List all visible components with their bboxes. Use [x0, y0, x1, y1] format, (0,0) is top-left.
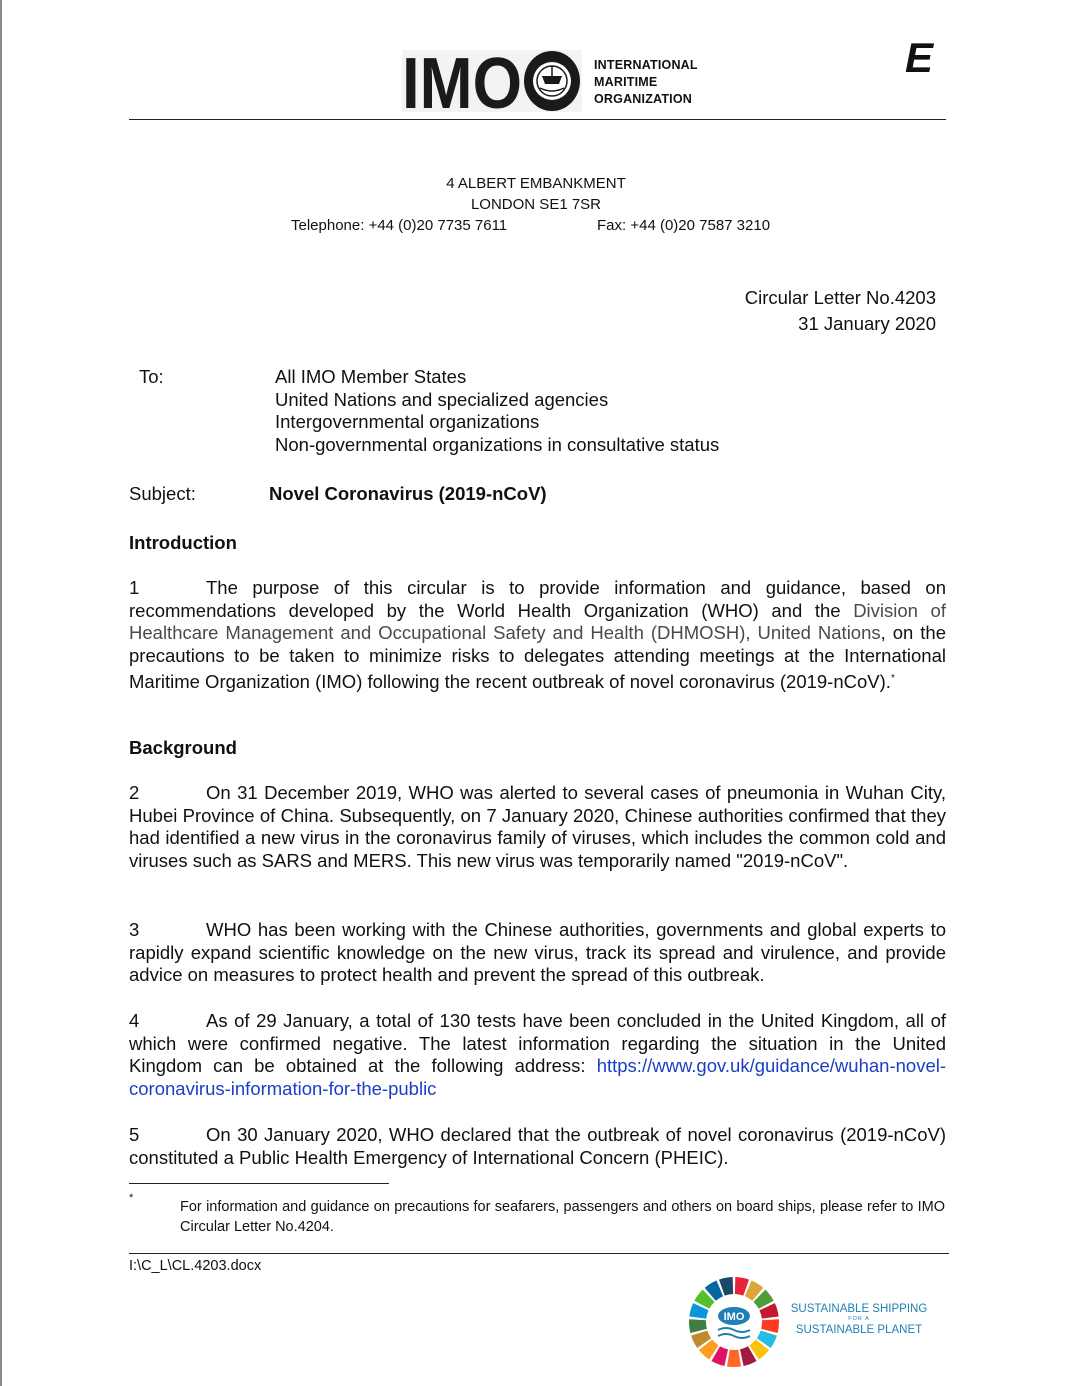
recipients-list: [275, 366, 719, 457]
paragraph-4: [129, 1010, 946, 1101]
paragraph-text: On 31 December 2019, WHO was alerted to several cases of pneumonia in Wuhan City, Hubei Province of China. Subsequently, on 7 January 2020, Chinese authorities confirmed that they had identified a new virus in the coronavirus family of viruses, which includes the common cold and viruses such as SARS and MERS. This new virus was temporarily named "2019-nCoV".: [129, 782, 946, 872]
subject-value: Novel Coronavirus (2019-nCoV): [269, 483, 547, 504]
sdg-line-2: SUSTAINABLE PLANET: [795, 1324, 923, 1336]
circular-number: Circular Letter No.4203: [744, 287, 936, 308]
recipients-label: To:: [139, 366, 164, 387]
logo-org-line: MARITIME: [594, 75, 658, 89]
paragraph-number: 1: [129, 577, 140, 598]
heading-introduction: Introduction: [129, 532, 237, 553]
recipient-item: Non-governmental organizations in consultative status: [275, 434, 720, 456]
sdg-wheel-segment: [689, 1319, 707, 1333]
sdg-wheel-icon: [688, 1276, 780, 1368]
footnote-text: For information and guidance on precautions for seafarers, passengers and others on board ships, please refer to IMO Circular Letter No.4204.: [180, 1199, 945, 1235]
address-line-2: LONDON SE1 7SR: [470, 196, 602, 213]
paragraph-5: [129, 1124, 946, 1169]
logo-org-line: INTERNATIONAL: [594, 58, 698, 72]
subject-label: Subject:: [129, 483, 196, 504]
paragraph-number: 4: [129, 1010, 140, 1031]
paragraph-number: 2: [129, 782, 140, 803]
paragraph-text: The purpose of this circular is to provide information and guidance, based on recommendations developed by the World Health Organization (WHO) and the: [129, 577, 946, 621]
paragraph-text: As of 29 January, a total of 130 tests have been concluded in the United Kingdom, all of which were confirmed negative. The latest information regarding the situation in the United Kingdom can be obtained at the following address:: [129, 1010, 946, 1077]
file-path: I:\C_L\CL.4203.docx: [129, 1258, 262, 1274]
footnote-divider: [129, 1183, 389, 1184]
telephone: Telephone: +44 (0)20 7735 7611: [291, 217, 508, 234]
logo-letters: IMO: [402, 50, 522, 112]
header-divider: [129, 119, 946, 120]
footer-divider: [129, 1253, 949, 1254]
sdg-line-1: SUSTAINABLE SHIPPING: [790, 1303, 928, 1315]
heading-background: Background: [129, 737, 237, 758]
recipient-item: All IMO Member States: [275, 366, 467, 387]
paragraph-3: [129, 919, 946, 987]
sdg-center-text: IMO: [723, 1311, 745, 1323]
logo-org-line: ORGANIZATION: [594, 92, 692, 106]
footnote-mark: *: [129, 1192, 134, 1204]
imo-logo-mark-icon: [402, 50, 582, 112]
address-line-1: 4 ALBERT EMBANKMENT: [446, 175, 626, 192]
circular-date: 31 January 2020: [798, 313, 936, 334]
sdg-tagline: [784, 1302, 934, 1337]
fax: Fax: +44 (0)20 7587 3210: [597, 217, 771, 234]
paragraph-2: [129, 782, 946, 873]
paragraph-number: 3: [129, 919, 140, 940]
paragraph-text: On 30 January 2020, WHO declared that the outbreak of novel coronavirus (2019-nCoV) constituted a Public Health Emergency of International Concern (PHEIC).: [129, 1124, 946, 1168]
recipient-item: Intergovernmental organizations: [275, 411, 540, 433]
imo-logo: [402, 50, 712, 112]
footnote-reference[interactable]: *: [890, 672, 895, 684]
sdg-wheel-segment: [761, 1319, 779, 1333]
guidance-link[interactable]: https://www.gov.uk/guidance/wuhan-novel-coronavirus-information-for-the-public: [129, 1055, 946, 1100]
language-code: E: [905, 34, 934, 81]
paragraph-text-grey: Division of Healthcare Management and Occupational Safety and Health (DHMOSH), United Nations: [129, 599, 946, 644]
sdg-wheel-segment: [727, 1350, 741, 1367]
paragraph-1: [129, 577, 946, 694]
paragraph-number: 5: [129, 1124, 140, 1145]
sdg-for: FOR A: [848, 1316, 870, 1322]
recipient-item: United Nations and specialized agencies: [275, 388, 609, 410]
paragraph-text: , on the precautions to be taken to minimize risks to delegates attending meetings at the International Maritime Organization (IMO) following the recent outbreak of novel coronavirus (2019-nCoV).: [129, 622, 947, 692]
paragraph-text: WHO has been working with the Chinese authorities, governments and global experts to rapidly expand scientific knowledge on the new virus, track its spread and virulence, and provide advice on measures to protect health and prevent the spread of this outbreak.: [129, 919, 946, 986]
logo-org-name: [594, 57, 698, 108]
